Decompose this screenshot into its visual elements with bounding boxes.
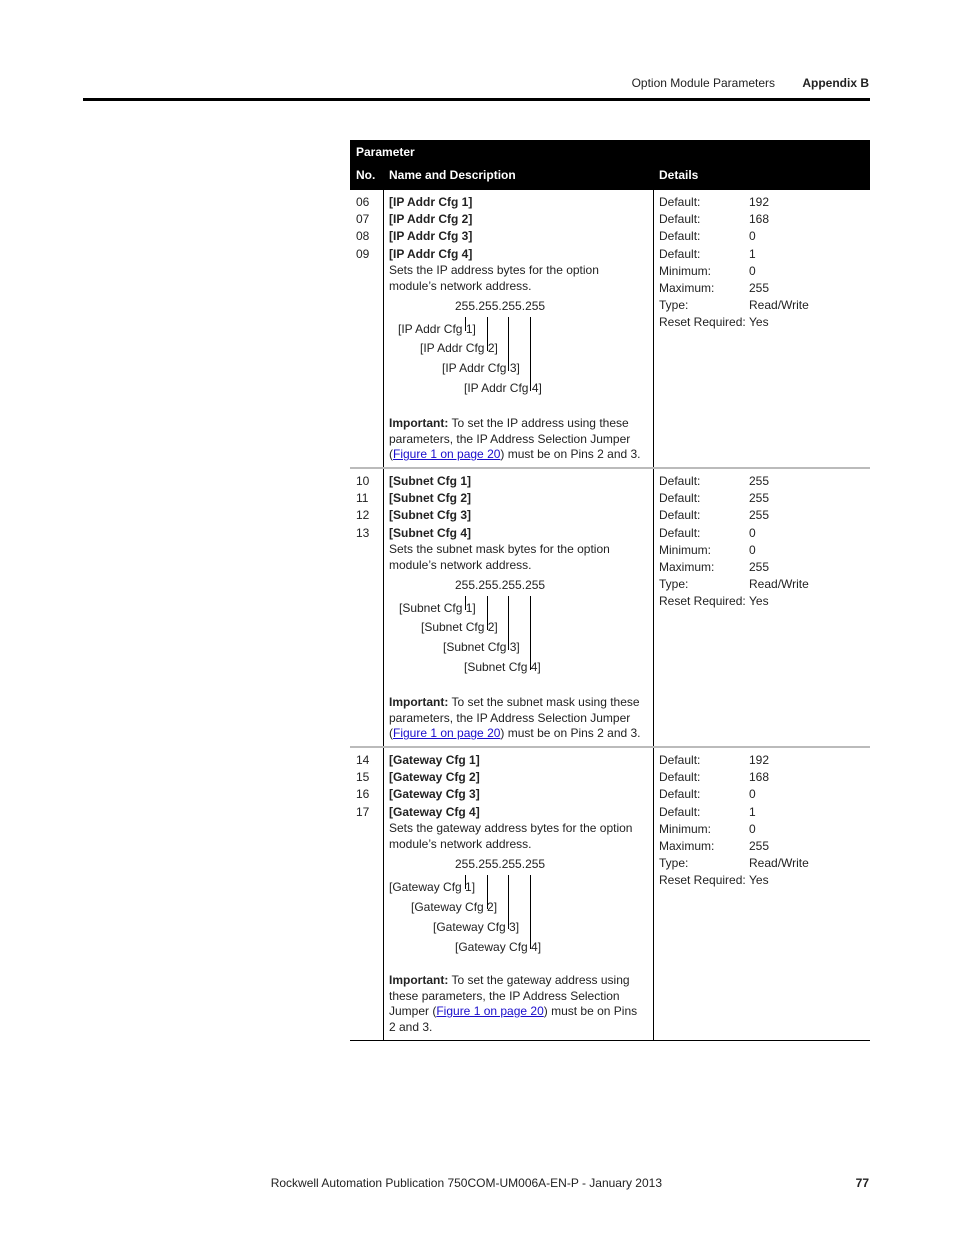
detail-label: Maximum: [659, 280, 715, 295]
detail-value: 1 [749, 804, 756, 819]
detail-value: 192 [749, 753, 770, 767]
parameter-number: 08 [356, 229, 370, 244]
column-divider [653, 190, 654, 467]
detail-value: 0 [749, 821, 756, 836]
parameter-number: 09 [356, 246, 370, 261]
detail-label: Reset Required: [659, 315, 746, 330]
parameter-name: [IP Addr Cfg 1] [389, 195, 473, 209]
parameter-names [389, 752, 480, 821]
detail-label: Default: [659, 508, 701, 523]
important-note [389, 973, 647, 1035]
parameter-number: 16 [356, 787, 370, 802]
diagram-label: [IP Addr Cfg 1] [398, 322, 476, 336]
important-text: ) must be on Pins 2 and 3. [500, 726, 641, 741]
detail-label: Minimum: [659, 263, 712, 278]
detail-value: Read/Write [749, 577, 809, 592]
detail-label: Default: [659, 804, 701, 819]
diagram-label: [Gateway Cfg 1] [389, 880, 476, 894]
parameter-number: 12 [356, 508, 370, 523]
detail-label: Default: [659, 195, 701, 209]
parameter-description: Sets the IP address bytes for the option module’s network address. [389, 263, 599, 293]
diagram-label: [Subnet Cfg 1] [399, 601, 476, 615]
detail-value: 255 [749, 508, 770, 523]
parameter-number: 17 [356, 804, 370, 819]
diagram-address: 255.255.255.255 [455, 578, 546, 592]
detail-label: Default: [659, 246, 701, 261]
detail-label: Minimum: [659, 821, 712, 836]
parameter-table [350, 140, 870, 1041]
important-text: To set the subnet mask using these parameters, the IP Address Selection Jumper ( [389, 695, 640, 741]
column-divider [653, 469, 654, 746]
diagram-label: [Subnet Cfg 2] [421, 620, 498, 634]
detail-label: Default: [659, 491, 701, 506]
parameter-number: 10 [356, 474, 370, 488]
parameter-names [389, 194, 472, 263]
parameter-numbers [356, 194, 369, 263]
detail-value: 255 [749, 559, 770, 574]
detail-label: Default: [659, 787, 701, 802]
header-rule [83, 98, 870, 101]
parameter-name: [Subnet Cfg 4] [389, 525, 471, 540]
detail-label: Default: [659, 753, 701, 767]
diagram-address: 255.255.255.255 [455, 857, 546, 871]
figure-link[interactable]: Figure 1 on page 20 [436, 1004, 544, 1019]
detail-value: Read/Write [749, 298, 809, 313]
detail-label: Maximum: [659, 559, 715, 574]
parameter-number: 11 [356, 491, 369, 506]
detail-value: Yes [749, 873, 769, 888]
parameter-numbers [356, 473, 369, 542]
diagram-label: [IP Addr Cfg 2] [420, 341, 498, 355]
detail-label: Minimum: [659, 542, 712, 557]
table-row-gateway [350, 748, 870, 1041]
detail-value: 168 [749, 770, 770, 785]
diagram-label: [Gateway Cfg 4] [455, 940, 542, 954]
column-divider [653, 748, 654, 1040]
important-text: To set the gateway address using these parameters, the IP Address Selection Jumper ( [389, 973, 630, 1019]
important-text: ) must be on Pins 2 and 3. [389, 1004, 638, 1034]
diagram-address: 255.255.255.255 [455, 299, 546, 313]
important-label: Important: [389, 973, 449, 987]
diagram-label: [Subnet Cfg 4] [464, 660, 541, 674]
important-label: Important: [389, 416, 449, 430]
parameter-number: 07 [356, 212, 370, 227]
detail-label: Default: [659, 525, 701, 540]
detail-label: Type: [659, 856, 689, 871]
detail-value: 0 [749, 525, 756, 540]
diagram-leader-line [530, 596, 531, 670]
important-text: ) must be on Pins 2 and 3. [500, 447, 641, 462]
detail-value: 0 [749, 263, 756, 278]
detail-value: 0 [749, 542, 756, 557]
detail-value: 0 [749, 229, 756, 244]
detail-label: Default: [659, 770, 701, 785]
parameter-description: Sets the subnet mask bytes for the option module’s network address. [389, 542, 610, 572]
detail-value: 168 [749, 212, 770, 227]
diagram-label: [Gateway Cfg 2] [411, 900, 498, 914]
detail-value: 255 [749, 838, 770, 853]
detail-value: 255 [749, 474, 770, 488]
detail-value: 192 [749, 195, 770, 209]
header-no: No. [356, 168, 376, 182]
header-name-description: Name and Description [389, 168, 516, 182]
parameter-names [389, 473, 471, 542]
detail-value: Read/Write [749, 856, 809, 871]
important-note [389, 416, 647, 463]
footer-publication: Rockwell Automation Publication 750COM-UM006A-EN-P - January 2013 [270, 1176, 662, 1190]
detail-label: Default: [659, 212, 701, 227]
detail-value: 255 [749, 491, 770, 506]
parameter-name: [Gateway Cfg 2] [389, 770, 480, 785]
table-row-subnet [350, 469, 870, 748]
parameter-number: 15 [356, 770, 370, 785]
parameter-name: [Gateway Cfg 1] [389, 753, 480, 767]
detail-label: Type: [659, 298, 689, 313]
detail-value: Yes [749, 594, 769, 609]
diagram-label: [Subnet Cfg 3] [443, 640, 520, 654]
parameter-name: [Gateway Cfg 3] [389, 787, 480, 802]
detail-value: 255 [749, 280, 770, 295]
parameter-name: [IP Addr Cfg 3] [389, 229, 473, 244]
figure-link[interactable]: Figure 1 on page 20 [393, 447, 501, 462]
address-byte-diagram [350, 578, 653, 688]
detail-label: Reset Required: [659, 873, 746, 888]
parameter-name: [Subnet Cfg 3] [389, 508, 471, 523]
running-header-section: Option Module Parameters [631, 76, 775, 90]
parameter-name: [Subnet Cfg 2] [389, 491, 471, 506]
parameter-numbers [356, 752, 369, 821]
diagram-leader-line [530, 875, 531, 949]
parameter-number: 06 [356, 195, 370, 209]
detail-value: Yes [749, 315, 769, 330]
parameter-number: 14 [356, 753, 370, 767]
figure-link[interactable]: Figure 1 on page 20 [393, 726, 501, 741]
address-byte-diagram [350, 299, 653, 409]
detail-label: Default: [659, 229, 701, 244]
detail-label: Type: [659, 577, 689, 592]
important-label: Important: [389, 695, 449, 709]
parameter-name: [IP Addr Cfg 4] [389, 246, 473, 261]
detail-label: Maximum: [659, 838, 715, 853]
header-details: Details [659, 168, 699, 182]
parameter-name: [Subnet Cfg 1] [389, 474, 471, 488]
diagram-label: [IP Addr Cfg 4] [464, 381, 542, 395]
table-header [350, 140, 870, 190]
header-parameter: Parameter [356, 145, 415, 159]
table-row-ip-addr [350, 190, 870, 469]
detail-label: Reset Required: [659, 594, 746, 609]
detail-label: Default: [659, 474, 701, 488]
running-header-appendix: Appendix B [802, 76, 869, 90]
parameter-description: Sets the gateway address bytes for the option module’s network address. [389, 821, 633, 851]
parameter-number: 13 [356, 525, 370, 540]
diagram-label: [IP Addr Cfg 3] [442, 361, 520, 375]
important-text: To set the IP address using these parameters, the IP Address Selection Jumper ( [389, 416, 631, 462]
parameter-name: [IP Addr Cfg 2] [389, 212, 473, 227]
diagram-leader-line [530, 317, 531, 391]
parameter-name: [Gateway Cfg 4] [389, 804, 480, 819]
important-note [389, 695, 647, 742]
detail-value: 0 [749, 787, 756, 802]
diagram-label: [Gateway Cfg 3] [433, 920, 520, 934]
page-number: 77 [855, 1176, 869, 1190]
detail-value: 1 [749, 246, 756, 261]
address-byte-diagram [350, 857, 653, 967]
